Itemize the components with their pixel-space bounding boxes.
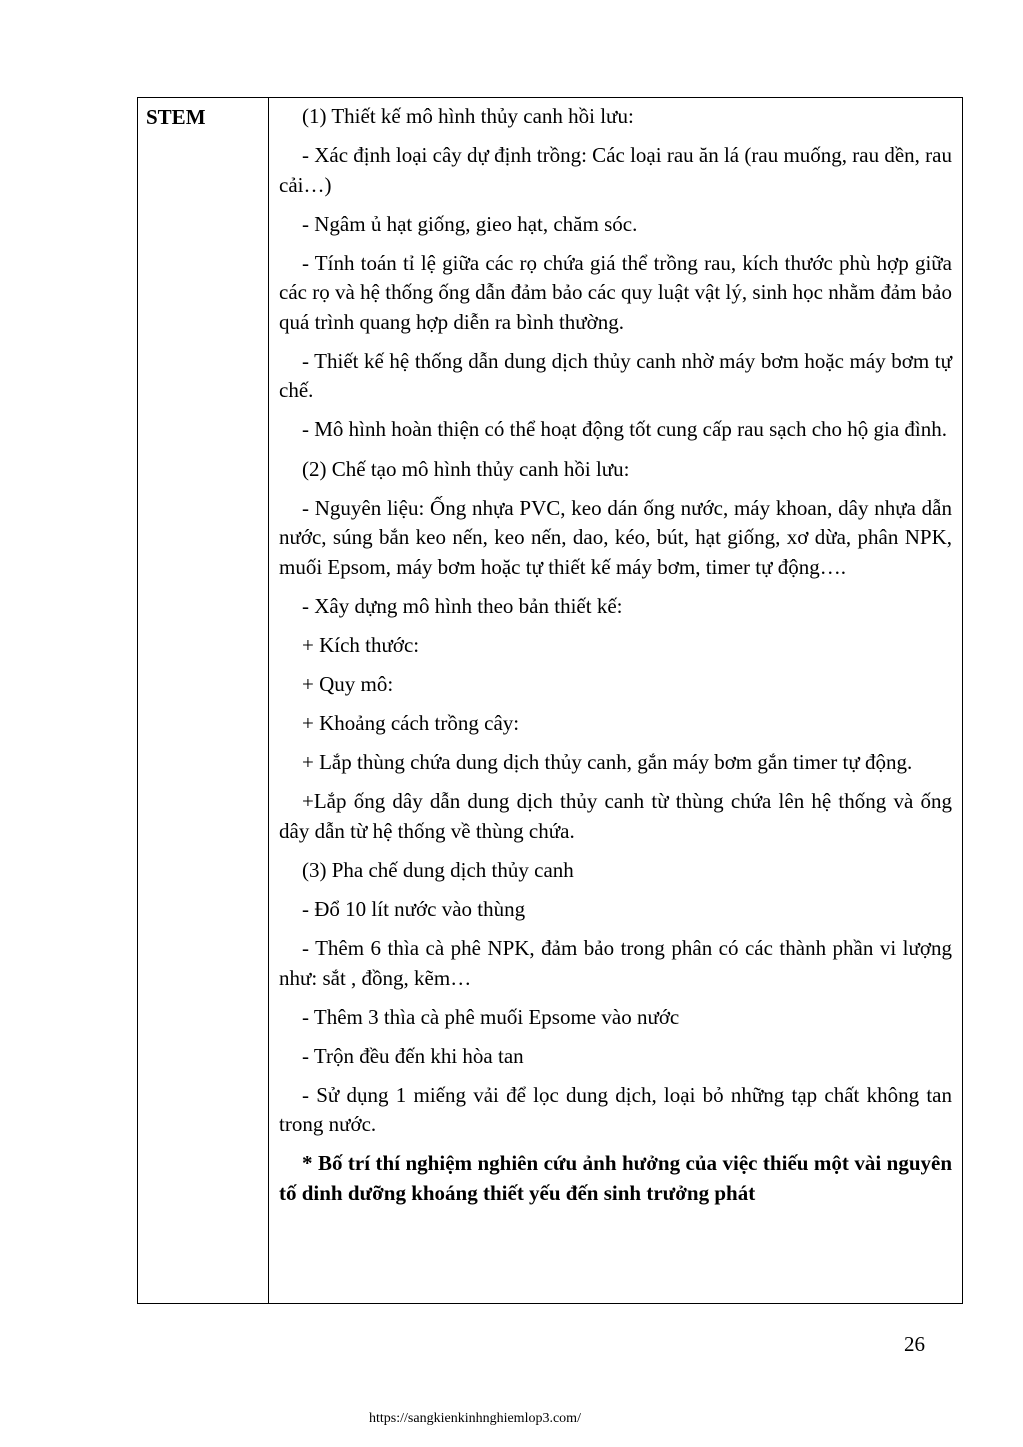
content-paragraph: - Trộn đều đến khi hòa tan: [302, 1043, 524, 1068]
content-paragraph: (3) Pha chế dung dịch thủy canh: [302, 857, 574, 882]
content-paragraph: - Thêm 6 thìa cà phê NPK, đảm bảo trong phân có các thành phần vi lượng như: sắt , đồng, kẽm…: [279, 936, 952, 990]
content-paragraph: + Khoảng cách trồng cây:: [302, 711, 520, 736]
page-number: 26: [904, 1332, 925, 1356]
table-content-cell: [269, 98, 962, 1303]
content-table: [137, 97, 963, 1304]
content-paragraph: - Thêm 3 thìa cà phê muối Epsome vào nước: [302, 1004, 680, 1029]
content-paragraph: - Đổ 10 lít nước vào thùng: [302, 896, 526, 921]
content-paragraph: - Thiết kế hệ thống dẫn dung dịch thủy canh nhờ máy bơm hoặc máy bơm tự chế.: [279, 348, 952, 403]
content-paragraph: - Ngâm ủ hạt giống, gieo hạt, chăm sóc.: [302, 211, 638, 236]
section-label: STEM: [146, 105, 206, 129]
content-paragraph: - Nguyên liệu: Ống nhựa PVC, keo dán ống nước, máy khoan, dây nhựa dẫn nước, súng bắn keo nến, keo nến, dao, kéo, bút, hạt giống, xơ dừa, phân NPK, muối Epsom, máy bơm hoặc tự thiết kế máy bơm, timer tự động….: [279, 495, 952, 579]
content-paragraph: - Tính toán tỉ lệ giữa các rọ chứa giá thể trồng rau, kích thước phù hợp giữa các rọ và hệ thống ống dẫn đảm bảo các quy luật vật lý, sinh học nhằm đảm bảo quá trình quang hợp diễn ra bình thường.: [279, 250, 952, 334]
content-paragraph: + Lắp thùng chứa dung dịch thủy canh, gắn máy bơm gắn timer tự động.: [302, 750, 913, 775]
content-paragraph: +Lắp ống dây dẫn dung dịch thủy canh từ thùng chứa lên hệ thống và ống dây dẫn từ hệ thống về thùng chứa.: [279, 789, 952, 843]
content-paragraph: - Xác định loại cây dự định trồng: Các loại rau ăn lá (rau muống, rau dền, rau cải…): [279, 143, 952, 197]
table-label-cell: [138, 98, 269, 1303]
footer-url: https://sangkienkinhnghiemlop3.com/: [369, 1411, 581, 1426]
content-paragraph: (2) Chế tạo mô hình thủy canh hồi lưu:: [302, 456, 630, 481]
content-paragraph: + Kích thước:: [302, 632, 420, 657]
content-paragraph: - Xây dựng mô hình theo bản thiết kế:: [302, 593, 623, 618]
content-paragraph: + Quy mô:: [302, 671, 394, 696]
content-paragraph: - Mô hình hoàn thiện có thể hoạt động tốt cung cấp rau sạch cho hộ gia đình.: [302, 417, 948, 442]
content-paragraph: * Bố trí thí nghiệm nghiên cứu ảnh hưởng của việc thiếu một vài nguyên tố dinh dưỡng khoáng thiết yếu đến sinh trưởng phát: [279, 1151, 952, 1205]
content-paragraph: - Sử dụng 1 miếng vải để lọc dung dịch, loại bỏ những tạp chất không tan trong nước.: [279, 1082, 952, 1137]
content-paragraph: (1) Thiết kế mô hình thủy canh hồi lưu:: [302, 104, 634, 128]
